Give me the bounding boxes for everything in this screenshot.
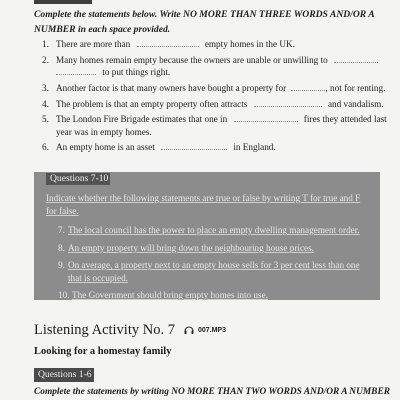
listening-activity-title: Listening Activity No. 7 xyxy=(34,321,175,338)
section-header-tab xyxy=(34,0,92,4)
tf-item-8: 8. An empty property will bring down the neighbouring house prices. xyxy=(58,242,314,253)
listening-subtitle: Looking for a homestay family xyxy=(34,346,172,357)
listening-instructions: Complete the statements by writing NO MORE THAN TWO WORDS AND/OR A NUMBER xyxy=(34,387,390,397)
statement-6: 6. An empty home is an asset in England. xyxy=(42,142,276,153)
statement-1: 1. There are more than empty homes in the UK. xyxy=(42,39,295,49)
true-false-list xyxy=(58,224,374,307)
answer-blank-2a[interactable] xyxy=(334,54,378,63)
tf-item-10: 10. The Government should bring empty homes into use. xyxy=(58,290,268,300)
answer-blank-5[interactable] xyxy=(234,113,298,122)
answer-blank-6[interactable] xyxy=(161,141,227,150)
statement-4: 4. The problem is that an empty property often attracts and vandalism. xyxy=(42,98,384,109)
answer-blank-1[interactable] xyxy=(137,38,199,47)
questions-1-6-header: Questions 1-6 xyxy=(34,368,94,382)
statement-2: 2. Many homes remain empty because the owners are unable or unwilling to to put things right. xyxy=(42,54,388,79)
audio-track[interactable] xyxy=(183,324,226,336)
tf-item-7: 7. The local council has the power to place an empty dwelling management order. xyxy=(58,225,360,235)
answer-blank-3[interactable] xyxy=(291,82,325,91)
true-false-instructions: Indicate whether the following statements are true or false by writing T for true and F for false. xyxy=(46,193,361,216)
listening-activity-header xyxy=(34,320,226,340)
questions-7-10-header: Questions 7-10 xyxy=(46,173,110,185)
tf-item-9: 9. On average, a property next to an empty house sells for 3 per cent less than one that is occupied. xyxy=(58,260,360,283)
statement-5: 5. The London Fire Brigade estimates that one in fires they attended last year was in empty homes. xyxy=(42,114,387,137)
answer-blank-2b[interactable] xyxy=(56,66,96,75)
true-false-section xyxy=(34,172,380,300)
completion-statements-list xyxy=(42,38,388,157)
completion-instructions: Complete the statements below. Write NO MORE THAN THREE WORDS AND/OR A NUMBER in each space provided. xyxy=(34,9,375,35)
audio-file-name: 007.MP3 xyxy=(197,326,226,334)
headphones-icon xyxy=(183,324,195,336)
answer-blank-4[interactable] xyxy=(254,98,322,107)
statement-3: 3. Another factor is that many owners have bought a property for , not for renting. xyxy=(42,82,386,93)
